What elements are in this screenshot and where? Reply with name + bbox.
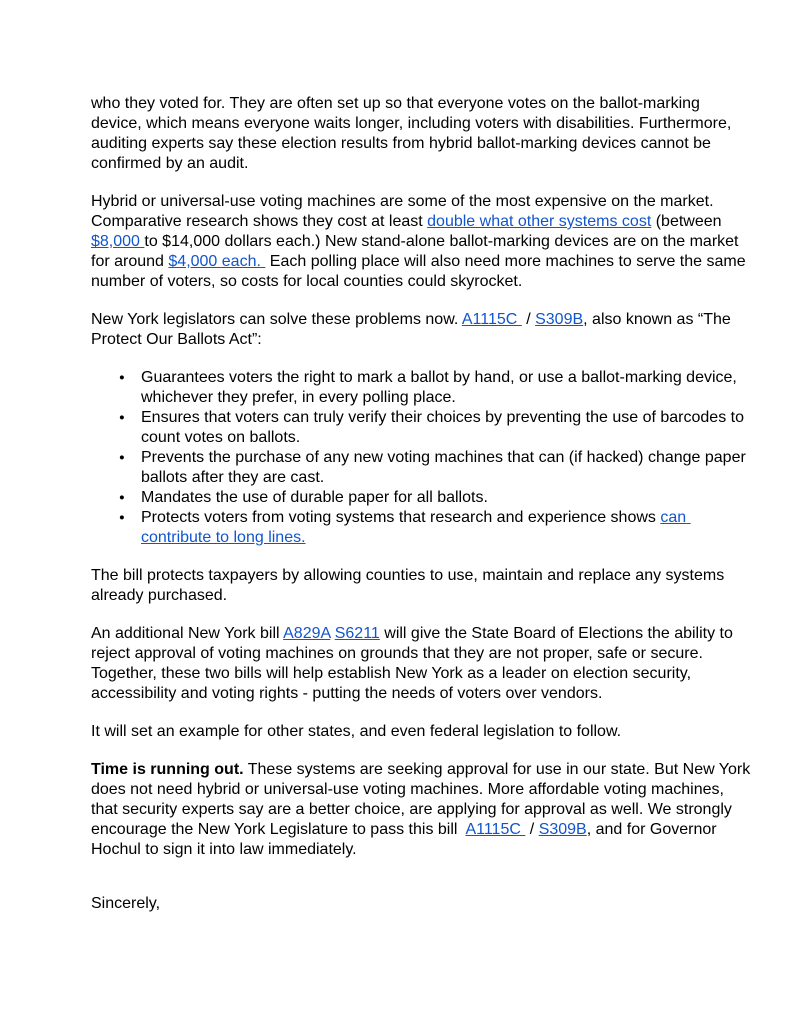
paragraph-legislators <box>91 310 754 350</box>
text-run: , also known as “The Protect Our Ballots Act”: <box>91 311 736 348</box>
text-run: Protects voters from voting systems that research and experience shows <box>141 509 661 526</box>
text-run: New York legislators can solve these problems now. <box>91 311 462 328</box>
list-item-durable-paper <box>141 488 754 508</box>
doc-link[interactable]: $4,000 each. <box>168 253 266 270</box>
document-content <box>91 94 754 914</box>
paragraph-audit <box>91 94 754 174</box>
doc-link[interactable]: A829A <box>283 625 331 642</box>
doc-link[interactable]: can contribute to long lines. <box>141 509 691 546</box>
bullet-list <box>91 368 754 548</box>
doc-link[interactable]: double what other systems cost <box>427 213 652 230</box>
text-run: These systems are seeking approval for use in our state. But New York does not need hybrid or universal-use voting machines. More affordable voting machines, that security experts say are a better choice, are applying for approval as well. We strongly encourage the New York Legislature to pass this bill <box>91 761 755 838</box>
text-run: / <box>521 311 536 328</box>
paragraph-time-running-out <box>91 760 754 860</box>
doc-link[interactable]: $8,000 <box>91 233 145 250</box>
doc-link[interactable]: S309B <box>538 821 587 838</box>
text-run: An additional New York bill <box>91 625 284 642</box>
text-run: / <box>525 821 539 838</box>
list-item-barcodes <box>141 408 754 448</box>
text-run: to $14,000 dollars each.) New stand-alone ballot-marking devices are on the market for around <box>91 233 743 270</box>
text-run: Guarantees voters the right to mark a ballot by hand, or use a ballot-marking device, whichever they prefer, in every polling place. <box>141 369 742 406</box>
paragraph-costs <box>91 192 754 292</box>
text-run: Sincerely, <box>91 895 161 912</box>
doc-link[interactable]: S309B <box>535 311 584 328</box>
text-run: Prevents the purchase of any new voting machines that can (if hacked) change paper ballots after they are cast. <box>141 449 751 486</box>
text-run: Mandates the use of durable paper for all ballots. <box>141 489 488 506</box>
text-run: Hybrid or universal-use voting machines are some of the most expensive on the market. Comparative research shows they cost at least <box>91 193 718 230</box>
closing-salutation <box>91 894 754 914</box>
text-run: (between <box>651 213 726 230</box>
text-run: Each polling place will also need more machines to serve the same number of voters, so costs for local counties could skyrocket. <box>91 253 751 290</box>
list-item-hand-marking <box>141 368 754 408</box>
bold-text-run: Time is running out. <box>91 761 244 778</box>
paragraph-additional-bill <box>91 624 754 704</box>
text-run: Ensures that voters can truly verify their choices by preventing the use of barcodes to count votes on ballots. <box>141 409 749 446</box>
paragraph-example <box>91 722 754 742</box>
text-run: It will set an example for other states, and even federal legislation to follow. <box>91 723 622 740</box>
doc-link[interactable]: A1115C <box>461 311 522 328</box>
list-item-hacked-machines <box>141 448 754 488</box>
text-run: who they voted for. They are often set up so that everyone votes on the ballot-marking device, which means everyone waits longer, including voters with disabilities. Furthermore, auditing experts say these election results from hybrid ballot-marking devices cannot be confirmed by an audit. <box>91 95 736 172</box>
text-run: , and for Governor Hochul to sign it into law immediately. <box>91 821 722 858</box>
text-run: The bill protects taxpayers by allowing counties to use, maintain and replace any systems already purchased. <box>91 567 729 604</box>
text-run: will give the State Board of Elections the ability to reject approval of voting machines on grounds that they are not proper, safe or secure. Together, these two bills will help establish New York as a leader on election security, accessibility and voting rights - putting the needs of voters over vendors. <box>91 625 738 702</box>
doc-link[interactable]: S6211 <box>334 625 380 642</box>
paragraph-taxpayers <box>91 566 754 606</box>
list-item-long-lines <box>141 508 754 548</box>
doc-link[interactable]: A1115C <box>465 821 526 838</box>
